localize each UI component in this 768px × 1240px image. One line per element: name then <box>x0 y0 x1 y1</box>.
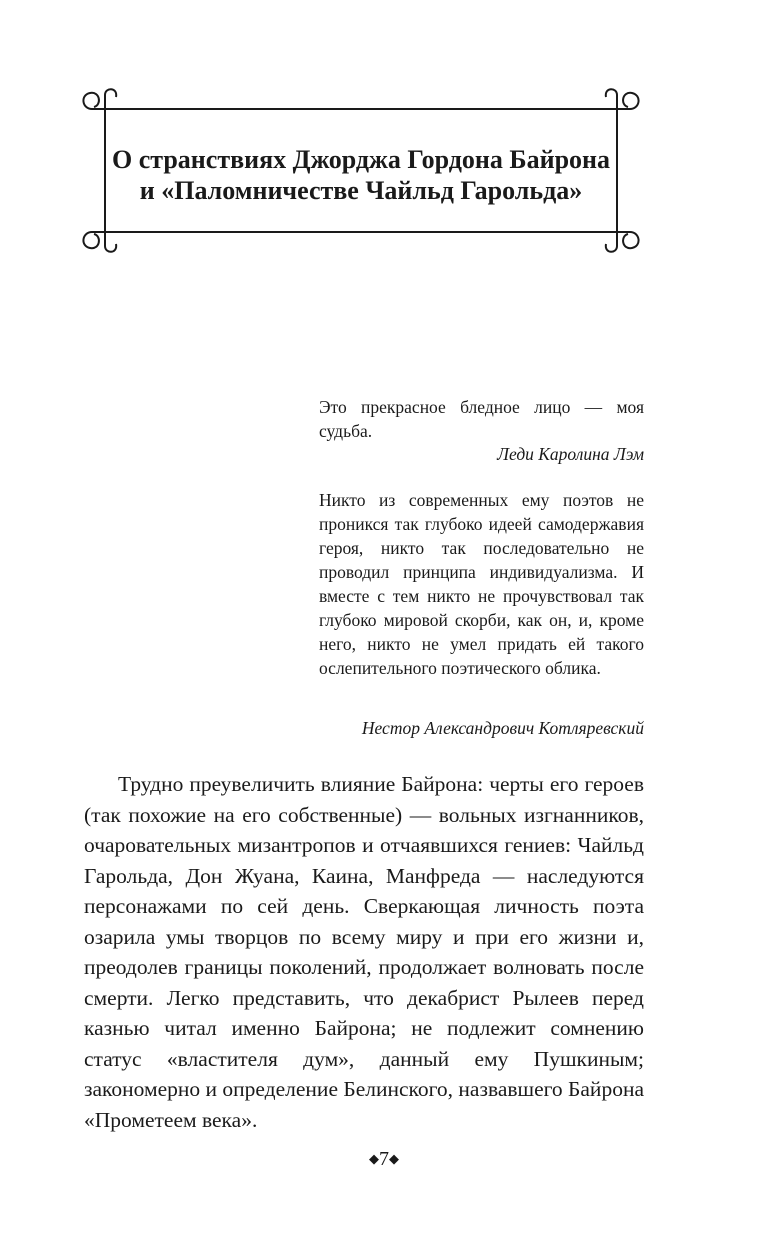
epigraph-1-text: Это прекрасное бледное лицо — моя судьба. <box>319 397 644 441</box>
epigraph-2 <box>319 488 644 680</box>
page-number-footer <box>0 1147 768 1171</box>
chapter-title-line-2: и «Паломничестве Чайльд Гарольда» <box>139 176 583 205</box>
chapter-title-line-1: О странствиях Джорджа Гордона Байрона <box>111 145 611 174</box>
epigraph-1-author: Леди Каролина Лэм <box>497 444 644 464</box>
chapter-title-frame <box>78 85 644 255</box>
body-paragraph: Трудно преувеличить влияние Байрона: черты его героев (так похожие на его собственные) — вольных изгнанников, очаровательных мизантропов и отчаявшихся гениев: Чайльд Гарольда, Дон Жуана, Каина, Манфреда — наследуются персонажами по сей день. Сверкающая личность поэта озарила умы творцов по всему миру и при его жизни и, преодолев границы поколений, продолжает волновать после смерти. Легко представить, что декабрист Рылеев перед казнью читал именно Байрона; не подлежит сомнению статус «властителя дум», данный ему Пушкиным; закономерно и определение Белинского, назвавшего Байрона «Прометеем века». <box>84 772 644 1132</box>
epigraph-1 <box>319 395 644 443</box>
body-text <box>84 769 644 1135</box>
epigraph-2-author: Нестор Александрович Котляревский <box>361 718 644 738</box>
ornament-left-icon: ◆ <box>369 1151 379 1166</box>
epigraph-2-text: Никто из современных ему поэтов не проникся так глубоко идеей самодержавия героя, никто так последовательно не проводил принципа индивидуализма. И вместе с тем никто не прочувствовал так глубоко мировой скорби, как он, и, кроме него, никто не умел придать ей такого ослепительного поэтического облика. <box>319 490 644 678</box>
page-number: 7 <box>379 1148 389 1170</box>
ornament-right-icon: ◆ <box>389 1151 399 1166</box>
chapter-title <box>110 144 612 206</box>
